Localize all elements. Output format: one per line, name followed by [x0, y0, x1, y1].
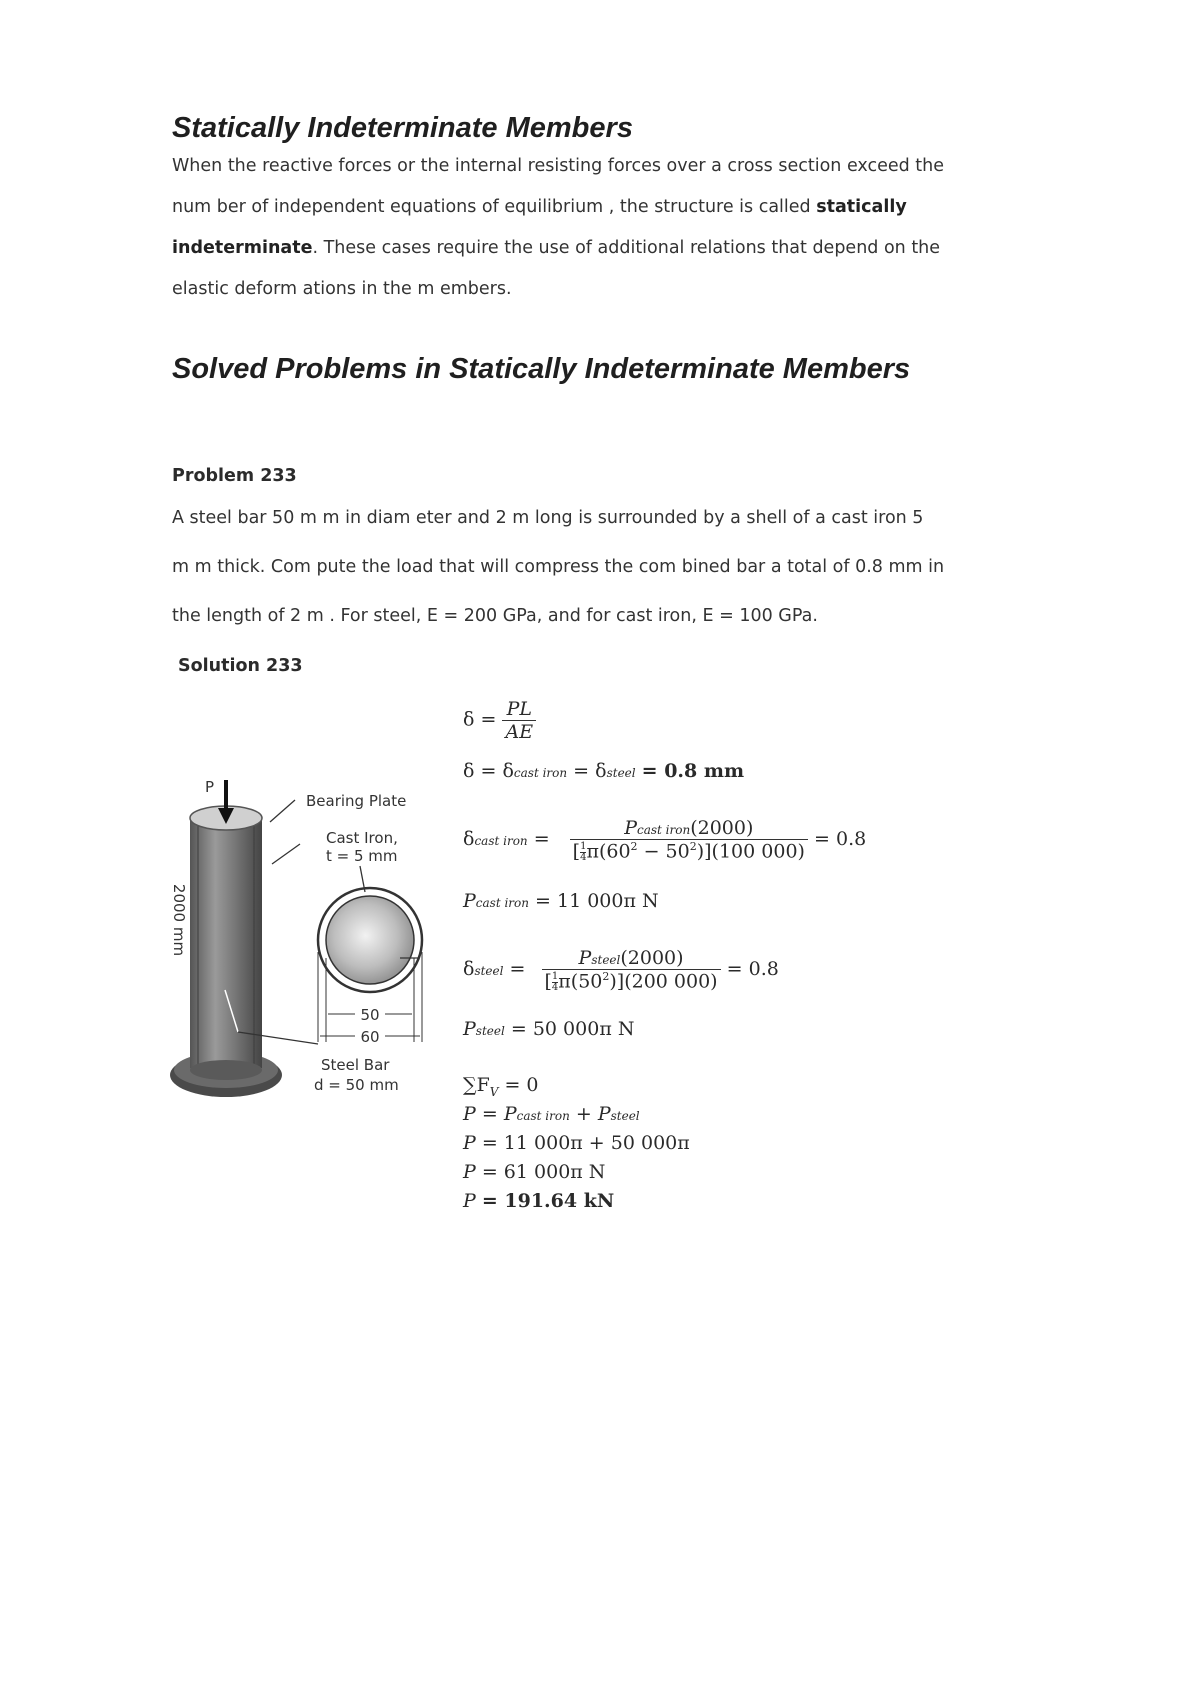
eq-p-line-4: P = 61 000π N — [463, 1161, 606, 1183]
problem-heading: Problem 233 — [172, 466, 297, 486]
eq-delta-equal: δ = δcast iron = δsteel = 0.8 mm — [463, 760, 745, 782]
eq-p-cast-iron: Pcast iron = 11 000π N — [463, 890, 659, 912]
eq-sum-fv: $\sum F_V = 0$ — [463, 1074, 539, 1099]
intro-line-2: num ber of independent equations of equilibrium , the structure is called statically — [172, 197, 907, 217]
dim-outer-label: 60 — [360, 1028, 380, 1046]
length-label: 2000 mm — [170, 883, 188, 957]
dim-inner-label: 50 — [360, 1006, 380, 1024]
eq-delta-cast-iron: δcast iron = Pcast iron(2000) [ $\frac{1}{4}$ $\pi(60^2 - 50^2)](100$ 000) = 0.8 — [463, 817, 867, 863]
steel-diameter-label: d = 50 mm — [314, 1076, 399, 1094]
column-figure — [170, 780, 440, 1120]
problem-line-2: m m thick. Com pute the load that will compress the com bined bar a total of 0.8 mm in — [172, 557, 945, 577]
eq-p-steel: Psteel = 50 000π N — [463, 1018, 635, 1040]
load-label: P — [204, 780, 214, 796]
eq-delta-steel: δsteel = Psteel(2000) [ $\frac{1}{4}$ $\pi(50^2)](200$ 000) = 0.8 — [463, 947, 779, 993]
page-title: Statically Indeterminate Members — [172, 112, 633, 144]
eq-p-sum: P = Pcast iron + Psteel — [463, 1103, 640, 1125]
cross-section-steel — [326, 896, 414, 984]
eq-delta-def: δ = $\frac{PL}{AE}$ — [463, 698, 536, 743]
steel-bar-label: Steel Bar — [321, 1056, 390, 1074]
solution-heading: Solution 233 — [178, 656, 303, 676]
eq-final-answer: P = 191.64 kN — [463, 1190, 615, 1212]
problem-line-1: A steel bar 50 m m in diam eter and 2 m long is surrounded by a shell of a cast iron 5 — [172, 508, 924, 528]
eq-p-line-3: P = 11 000π + 50 000π — [463, 1132, 690, 1154]
bearing-plate-label: Bearing Plate — [306, 792, 407, 810]
intro-line-4: elastic deform ations in the m embers. — [172, 279, 512, 299]
intro-line-3: indeterminate. These cases require the use of additional relations that depend on the — [172, 238, 941, 258]
intro-line-1: When the reactive forces or the internal resisting forces over a cross section exceed the — [172, 156, 944, 176]
problem-line-3: the length of 2 m . For steel, E = 200 GPa, and for cast iron, E = 100 GPa. — [172, 606, 818, 626]
section-title: Solved Problems in Statically Indeterminate Members — [172, 353, 911, 385]
cast-iron-label: Cast Iron, — [326, 829, 398, 847]
thickness-label: t = 5 mm — [326, 847, 398, 865]
cast-iron-shell — [190, 818, 262, 1068]
